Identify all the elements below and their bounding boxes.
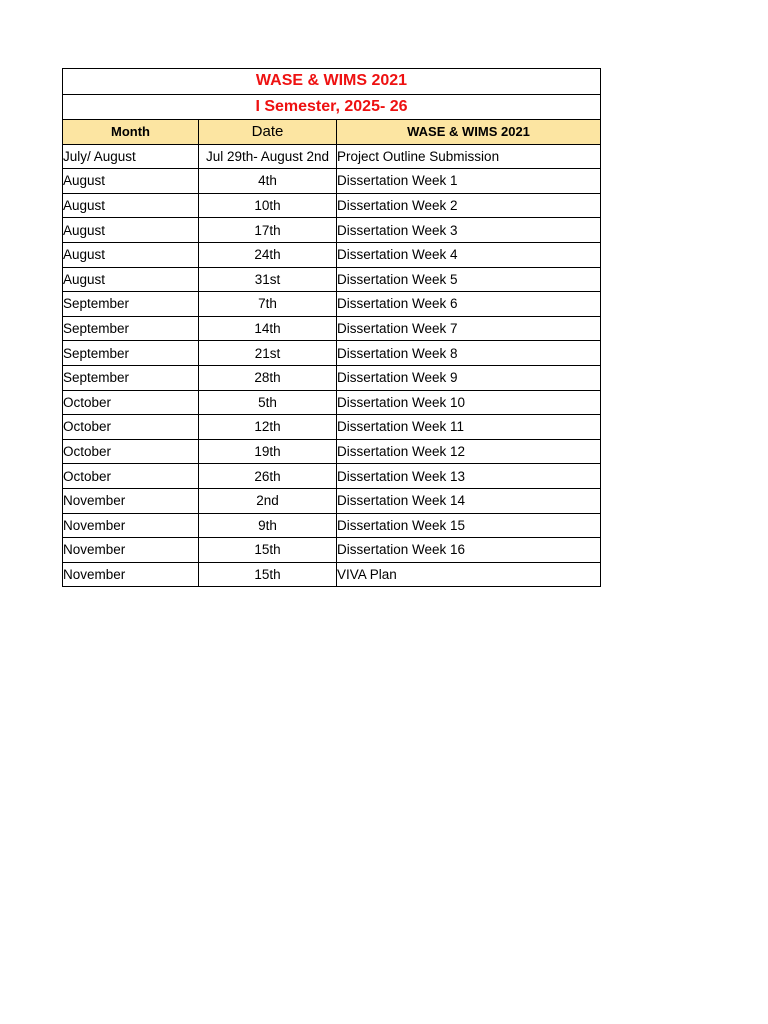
activity-cell: Dissertation Week 9 xyxy=(337,365,601,390)
table-row xyxy=(63,513,601,538)
activity-cell: Dissertation Week 6 xyxy=(337,292,601,317)
table-row xyxy=(63,292,601,317)
table-row xyxy=(63,267,601,292)
activity-cell: Dissertation Week 1 xyxy=(337,169,601,194)
table-row xyxy=(63,242,601,267)
title-row-2 xyxy=(63,94,601,120)
table-row xyxy=(63,144,601,169)
date-cell: 7th xyxy=(199,292,337,317)
date-cell: 24th xyxy=(199,242,337,267)
month-cell: August xyxy=(63,218,199,243)
month-cell: October xyxy=(63,464,199,489)
activity-cell: Project Outline Submission xyxy=(337,144,601,169)
activity-cell: Dissertation Week 16 xyxy=(337,538,601,563)
date-cell: 28th xyxy=(199,365,337,390)
month-cell: August xyxy=(63,242,199,267)
activity-cell: Dissertation Week 5 xyxy=(337,267,601,292)
table-row xyxy=(63,562,601,587)
activity-cell: Dissertation Week 3 xyxy=(337,218,601,243)
activity-cell: Dissertation Week 8 xyxy=(337,341,601,366)
month-cell: November xyxy=(63,513,199,538)
date-cell: 10th xyxy=(199,193,337,218)
date-cell: 26th xyxy=(199,464,337,489)
activity-cell: Dissertation Week 15 xyxy=(337,513,601,538)
date-column-header: Date xyxy=(199,120,337,145)
date-cell: 17th xyxy=(199,218,337,243)
table-row xyxy=(63,193,601,218)
activity-cell: VIVA Plan xyxy=(337,562,601,587)
table-row xyxy=(63,365,601,390)
activity-cell: Dissertation Week 13 xyxy=(337,464,601,489)
schedule-sheet xyxy=(62,68,600,587)
table-row xyxy=(63,316,601,341)
month-cell: November xyxy=(63,538,199,563)
activity-cell: Dissertation Week 12 xyxy=(337,439,601,464)
table-row xyxy=(63,390,601,415)
table-row xyxy=(63,464,601,489)
month-cell: October xyxy=(63,439,199,464)
date-cell: 14th xyxy=(199,316,337,341)
activity-cell: Dissertation Week 4 xyxy=(337,242,601,267)
activity-cell: Dissertation Week 10 xyxy=(337,390,601,415)
activity-column-header: WASE & WIMS 2021 xyxy=(337,120,601,145)
month-cell: August xyxy=(63,193,199,218)
table-title: WASE & WIMS 2021 xyxy=(63,69,601,95)
semester-title: I Semester, 2025- 26 xyxy=(63,94,601,120)
month-cell: July/ August xyxy=(63,144,199,169)
month-cell: November xyxy=(63,562,199,587)
date-cell: Jul 29th- August 2nd xyxy=(199,144,337,169)
table-row xyxy=(63,415,601,440)
schedule-body xyxy=(63,144,601,587)
activity-cell: Dissertation Week 2 xyxy=(337,193,601,218)
date-cell: 15th xyxy=(199,538,337,563)
month-cell: August xyxy=(63,267,199,292)
date-cell: 5th xyxy=(199,390,337,415)
date-cell: 19th xyxy=(199,439,337,464)
date-cell: 9th xyxy=(199,513,337,538)
month-cell: October xyxy=(63,415,199,440)
date-cell: 12th xyxy=(199,415,337,440)
date-cell: 21st xyxy=(199,341,337,366)
month-cell: November xyxy=(63,488,199,513)
date-cell: 2nd xyxy=(199,488,337,513)
month-cell: September xyxy=(63,365,199,390)
activity-cell: Dissertation Week 14 xyxy=(337,488,601,513)
table-row xyxy=(63,341,601,366)
month-cell: September xyxy=(63,316,199,341)
month-cell: August xyxy=(63,169,199,194)
activity-cell: Dissertation Week 7 xyxy=(337,316,601,341)
table-row xyxy=(63,169,601,194)
table-row xyxy=(63,538,601,563)
date-cell: 31st xyxy=(199,267,337,292)
month-cell: September xyxy=(63,341,199,366)
table-row xyxy=(63,488,601,513)
date-cell: 15th xyxy=(199,562,337,587)
month-cell: October xyxy=(63,390,199,415)
column-header-row xyxy=(63,120,601,145)
date-cell: 4th xyxy=(199,169,337,194)
activity-cell: Dissertation Week 11 xyxy=(337,415,601,440)
table-row xyxy=(63,218,601,243)
month-column-header: Month xyxy=(63,120,199,145)
month-cell: September xyxy=(63,292,199,317)
table-row xyxy=(63,439,601,464)
schedule-table xyxy=(62,68,601,587)
title-row-1 xyxy=(63,69,601,95)
